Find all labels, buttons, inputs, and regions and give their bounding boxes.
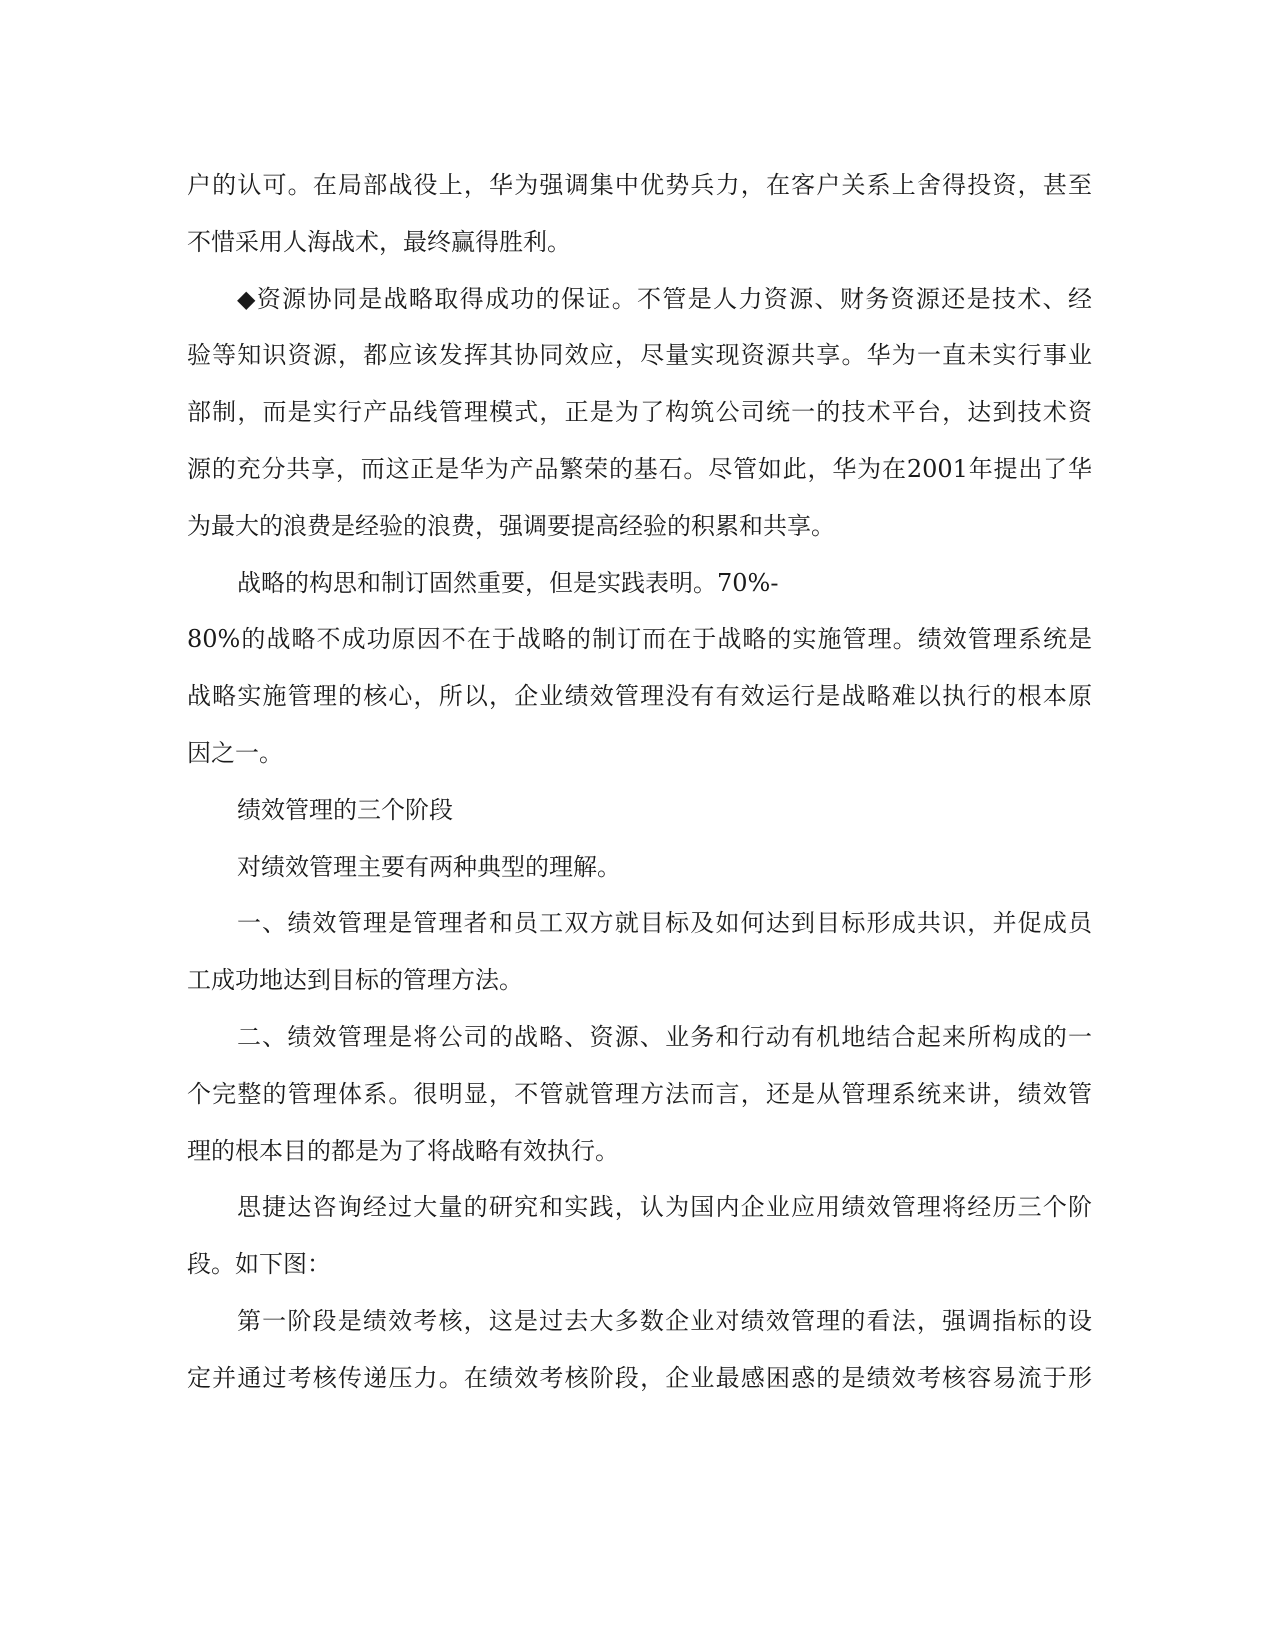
text-line: 源的充分共享，而这正是华为产品繁荣的基石。尽管如此，华为在2001年提出了华 — [187, 455, 1092, 483]
text-line: 验等知识资源，都应该发挥其协同效应，尽量实现资源共享。华为一直未实行事业 — [187, 341, 1092, 369]
text-line: 个完整的管理体系。很明显，不管就管理方法而言，还是从管理系统来讲，绩效管 — [187, 1080, 1092, 1108]
text-line: 思捷达咨询经过大量的研究和实践，认为国内企业应用绩效管理将经历三个阶 — [237, 1193, 1092, 1221]
text-line: 战略实施管理的核心，所以，企业绩效管理没有有效运行是战略难以执行的根本原 — [187, 682, 1092, 710]
text-line: 战略的构思和制订固然重要，但是实践表明。70%- — [237, 569, 779, 597]
text-line: 不惜采用人海战术，最终赢得胜利。 — [187, 228, 571, 256]
text-line: 户的认可。在局部战役上，华为强调集中优势兵力，在客户关系上舍得投资，甚至 — [187, 171, 1092, 199]
text-line: ◆资源协同是战略取得成功的保证。不管是人力资源、财务资源还是技术、经 — [237, 285, 1092, 313]
text-line: 第一阶段是绩效考核，这是过去大多数企业对绩效管理的看法，强调指标的设 — [237, 1307, 1092, 1335]
text-line: 80%的战略不成功原因不在于战略的制订而在于战略的实施管理。绩效管理系统是 — [187, 625, 1092, 653]
text-line: 段。如下图： — [187, 1250, 331, 1278]
text-line: 部制，而是实行产品线管理模式，正是为了构筑公司统一的技术平台，达到技术资 — [187, 398, 1092, 426]
text-line: 二、绩效管理是将公司的战略、资源、业务和行动有机地结合起来所构成的一 — [237, 1023, 1092, 1051]
text-line: 理的根本目的都是为了将战略有效执行。 — [187, 1137, 619, 1165]
section-heading: 绩效管理的三个阶段 — [237, 796, 453, 824]
text-line: 因之一。 — [187, 739, 283, 767]
text-line: 定并通过考核传递压力。在绩效考核阶段，企业最感困惑的是绩效考核容易流于形 — [187, 1364, 1092, 1392]
text-line: 为最大的浪费是经验的浪费，强调要提高经验的积累和共享。 — [187, 512, 835, 540]
text-line: 对绩效管理主要有两种典型的理解。 — [237, 853, 621, 881]
text-line: 一、绩效管理是管理者和员工双方就目标及如何达到目标形成共识，并促成员 — [237, 909, 1092, 937]
text-line: 工成功地达到目标的管理方法。 — [187, 966, 523, 994]
